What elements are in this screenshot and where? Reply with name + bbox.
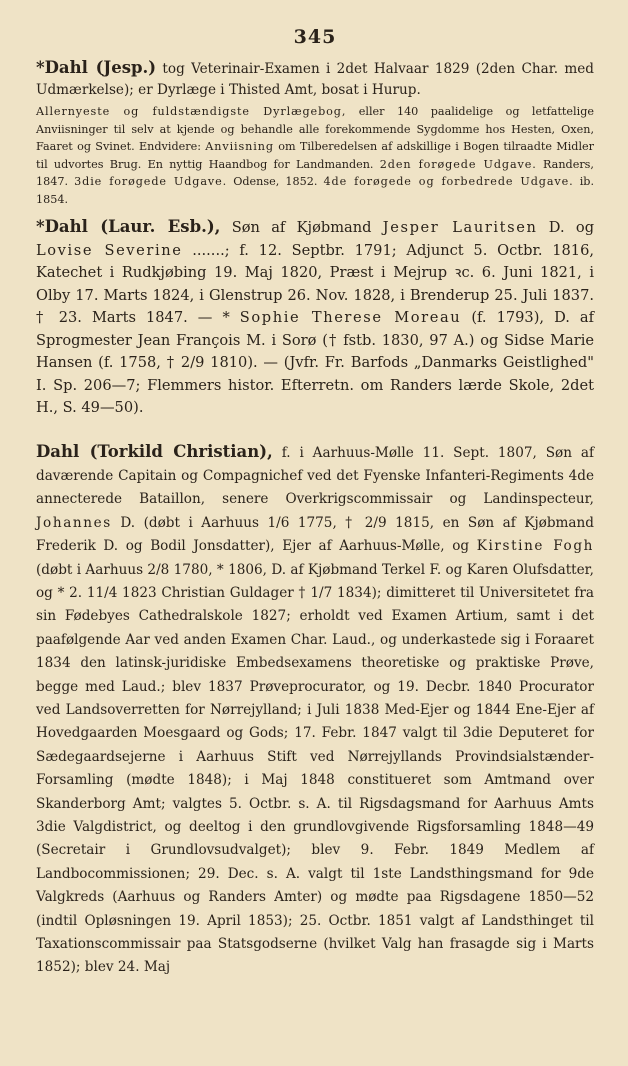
entry-heading: *Dahl (Laur. Esb.), xyxy=(36,217,221,236)
entry-text: Søn af Kjøbmand xyxy=(231,219,372,236)
work-edition: 3die forøgede Udgave. xyxy=(74,175,228,188)
person-name: Kirstine Fogh xyxy=(476,538,594,555)
person-name: Lovise Severine xyxy=(36,241,183,259)
entry-body xyxy=(36,440,594,980)
work-text: om Tilberedelsen af adskillige i Bogen tilraadte Midler til udvortes Brug. En nyttig Haandbog for Landmanden. xyxy=(36,140,595,171)
entry-text: .......; f. 12. Septbr. 1791; Adjunct 5. Octbr. 1816, Katechet i Rudkjøbing 19. Maj 1820, Præst i Mejrup ꝛc. 6. Juni 1821, i Olby 17. Marts 1824, i Glenstrup 26. Nov. 1828, i Brenderup 25. Juli 1837. † 23. Marts 1847. — * xyxy=(36,241,595,326)
entry-works xyxy=(36,103,594,208)
entry-heading: Dahl (Torkild Christian), xyxy=(36,441,273,461)
work-text: eller 140 paalidelige og letfattelige Anviisninger til selv at kjende og behandle alle forekommende Sygdomme hos Hesten, Oxen, Faaret og Svinet. Endvidere: xyxy=(36,105,594,153)
person-name: Jesper Lauritsen xyxy=(382,219,538,236)
work-text: Odense, 1852. xyxy=(233,175,318,188)
work-edition: 2den forøgede Udgave. xyxy=(379,157,537,171)
entry-body xyxy=(36,58,594,100)
entry-text: (f. 1793), D. af Sprogmester Jean François M. i Sorø († fstb. 1830, 97 A.) og Sidse Marie Hansen (f. 1758, † 2/9 1810). — (Jvfr. Fr. Barfods „Danmarks Geistlighed" I. Sp. 206—7; Flemmers histor. Efterretn. om Randers lærde Skole, 2det H., S. 49—50). xyxy=(36,309,595,416)
work-edition: 4de forøgede og forbedrede Udgave. xyxy=(323,175,574,188)
entry-dahl-laur xyxy=(36,216,594,420)
entry-text: D. (døbt i Aarhuus 1/6 1775, † 2/9 1815, en Søn af Kjøbmand Frederik D. og Bodil Jonsdatter), Ejer af Aarhuus-Mølle, og xyxy=(36,514,594,555)
work-title: Anviisning xyxy=(205,140,274,153)
person-name: Johannes xyxy=(36,514,112,531)
entry-dahl-torkild xyxy=(36,440,594,980)
entry-text: (døbt i Aarhuus 2/8 1780, * 1806, D. af Kjøbmand Terkel F. og Karen Olufsdatter, og * 2. 11/4 1823 Christian Guldager † 1/7 1834); dimitteret til Universitetet fra sin Fødebyes Cathedralskole 1827; erholdt ved Examen Artium, samt i det paafølgende Aar ved anden Examen Char. Laud., og underkastede sig i Foraaret 1834 den latinsk-juridiske Embedsexamens theoretiske og praktiske Prøve, begge med Laud.; blev 1837 Prøveprocurator, og 19. Decbr. 1840 Procurator ved Landsoverretten for Nørrejylland; i Juli 1838 Med-Ejer og 1844 Ene-Ejer af Hovedgaarden Moesgaard og Gods; 17. Febr. 1847 valgt til 3die Deputeret for Sædegaardsejerne i Aarhuus Stift ved Nørrejyllands Provindsialstænder-Forsamling (mødte 1848); i Maj 1848 constitueret som Amtmand over Skanderborg Amt; valgtes 5. Octbr. s. A. til Rigsdagsmand for Aarhuus Amts 3die Valgdistrict, og deeltog i den grundlovgivende Rigsforsamling 1848—49 (Secretair i Grundlovsudvalget); blev 9. Febr. 1849 Medlem af Landbocommissionen; 29. Dec. s. A. valgt til 1ste Landsthingsmand for 9de Valgkreds (Aarhuus og Randers Amter) og mødte paa Rigsdagene 1850—52 (indtil Opløsningen 19. April 1853); 25. Octbr. 1851 valgt af Landsthinget til Taxationscommissair paa Statsgodserne (hvilket Valg han frasagde sig i Marts 1852); blev 24. Maj xyxy=(36,561,594,976)
entry-text: tog Veterinair-Examen i 2det Halvaar 1829 (2den Char. med Udmærkelse); er Dyrlæge i Thisted Amt, bosat i Hurup. xyxy=(36,61,594,98)
work-text: Randers, 1847. xyxy=(36,157,594,188)
entry-text: f. i Aarhuus-Mølle 11. Sept. 1807, Søn af daværende Capitain og Compagnichef ved det Fyenske Infanteri-Regiments 4de annecterede Bataillon, senere Overkrigscommissair og Landinspecteur, xyxy=(36,444,594,508)
person-name: Sophie Therese Moreau xyxy=(239,309,462,326)
entry-heading: *Dahl (Jesp.) xyxy=(36,58,157,77)
work-text: ib. 1854. xyxy=(36,175,595,206)
page-number: 345 xyxy=(293,26,337,48)
entry-body xyxy=(36,216,594,420)
entry-text: D. og xyxy=(548,219,595,236)
entry-dahl-jesp xyxy=(36,58,594,208)
work-title: Allernyeste og fuldstændigste Dyrlægebog, xyxy=(36,105,347,118)
